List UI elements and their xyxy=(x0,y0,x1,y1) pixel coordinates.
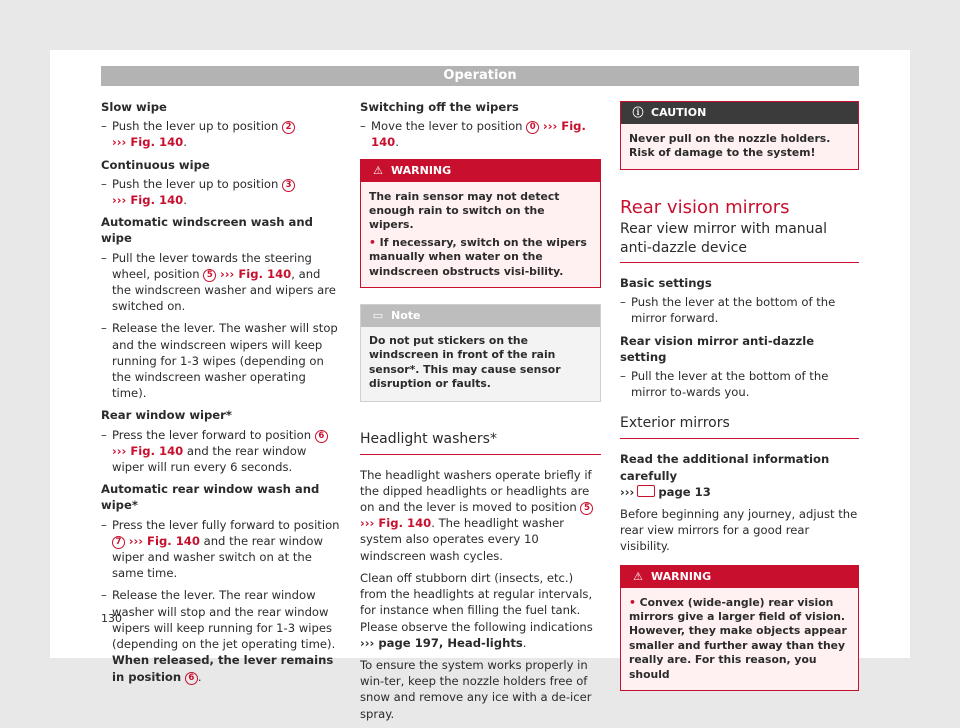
fig-link[interactable]: ››› Fig. 140 xyxy=(360,516,432,531)
note-box xyxy=(360,304,601,402)
auto-rear-wash-step-1: – Press the lever fully forward to position 7 ››› Fig. 140 and the rear window wiper and washer switch on at the same time. xyxy=(101,517,340,581)
book-icon xyxy=(637,485,655,497)
headlight-paragraph-1: The headlight washers operate briefly if the dipped headlights or headlights are on and the lever is moved to position 5 ››› Fig. 140. The headlight washer system also operates every 10 windscreen wash cycles. xyxy=(360,467,592,563)
column-1 xyxy=(101,99,341,691)
exterior-warning-box xyxy=(620,565,859,691)
auto-rear-wash-step-2: – Release the lever. The rear window washer will stop and the rear window wipers will keep running for 1-3 wipes (depending on the jet operating time). When released, the lever remains in position 6 . xyxy=(101,588,336,684)
caution-header: ⓘ CAUTION xyxy=(621,102,858,124)
slow-wipe-title: Slow wipe xyxy=(101,100,167,114)
position-badge: 5 xyxy=(580,502,593,515)
read-info-ref[interactable]: ››› page 13 xyxy=(620,484,711,499)
warning-box xyxy=(360,159,601,288)
position-badge: 2 xyxy=(282,121,295,134)
caution-body: Never pull on the nozzle holders. Risk of damage to the system! xyxy=(621,124,858,169)
fig-link[interactable]: ››› Fig. 140 xyxy=(371,119,586,150)
rear-view-subtitle: Rear view mirror with manual anti-dazzle device xyxy=(620,220,859,263)
caution-icon: ⓘ xyxy=(632,106,644,119)
headlight-paragraph-3: To ensure the system works properly in win-ter, keep the nozzle holders free of snow and remove any ice with a de-icer spray. xyxy=(360,657,592,721)
page-number: 130 xyxy=(101,612,122,625)
position-badge: 6 xyxy=(185,672,198,685)
auto-wash-step-1: – Pull the lever towards the steering wheel, position 5 ››› Fig. 140, and the windscreen washer and wipers are switched on. xyxy=(101,250,336,314)
switch-off-title: Switching off the wipers xyxy=(360,100,519,114)
switch-off-step: – Move the lever to position 0 ››› Fig. 140. xyxy=(360,119,586,150)
headlight-washers-title: Headlight washers* xyxy=(360,430,601,455)
exterior-mirrors-title: Exterior mirrors xyxy=(620,414,859,439)
rear-wiper-title: Rear window wiper* xyxy=(101,408,232,423)
position-badge: 0 xyxy=(526,121,539,134)
column-3 xyxy=(620,99,859,691)
position-badge: 5 xyxy=(203,269,216,282)
continuous-wipe-title: Continuous wipe xyxy=(101,157,210,172)
column-2 xyxy=(360,99,601,728)
caution-box xyxy=(620,101,859,170)
antidazzle-step: – Pull the lever at the bottom of the mirror to-wards you. xyxy=(620,369,829,400)
note-icon: ▭ xyxy=(372,309,384,323)
fig-link[interactable]: ››› Fig. 140 xyxy=(112,135,184,150)
antidazzle-title: Rear vision mirror anti-dazzle setting xyxy=(620,333,815,364)
auto-rear-wash-title: Automatic rear window wash and wipe* xyxy=(101,482,320,513)
continuous-wipe-step: – Push the lever up to position 3 ››› Fig. 140. xyxy=(101,176,341,208)
rear-vision-title: Rear vision mirrors xyxy=(620,196,790,218)
note-header: ▭ Note xyxy=(361,305,600,327)
warning-body: The rain sensor may not detect enough rain to switch on the wipers. • If necessary, switch on the wipers manually when water on the windscreen obstructs visi-bility. xyxy=(361,182,600,287)
fig-link[interactable]: ››› Fig. 140 xyxy=(112,193,184,208)
warning-header: ⚠ WARNING xyxy=(361,160,600,182)
read-info-title: Read the additional information carefully xyxy=(620,452,830,483)
auto-wash-step-2: – Release the lever. The washer will stop and the windscreen wipers will keep running for 1-3 wipes (depending on the windscreen washer operating time). xyxy=(101,321,338,401)
position-badge: 3 xyxy=(282,179,295,192)
basic-settings-step: – Push the lever at the bottom of the mirror forward. xyxy=(620,295,836,326)
warning-triangle-icon: ⚠ xyxy=(373,163,383,177)
basic-settings-title: Basic settings xyxy=(620,276,712,291)
page-link[interactable]: ››› page 197, Head-lights xyxy=(360,635,523,650)
warning-body: • Convex (wide-angle) rear vision mirrors give a larger field of vision. However, they make objects appear smaller and further away than they really are. For this reason, you should xyxy=(621,588,858,690)
warning-triangle-icon: ⚠ xyxy=(633,569,643,583)
slow-wipe-step: – Push the lever up to position 2 ››› Fig. 140. xyxy=(101,118,341,150)
section-header: Operation xyxy=(101,66,859,86)
auto-wash-title: Automatic windscreen wash and wipe xyxy=(101,215,313,246)
rear-wiper-step: – Press the lever forward to position 6 ››› Fig. 140 and the rear window wiper will run every 6 seconds. xyxy=(101,427,341,476)
warning-header: ⚠ WARNING xyxy=(621,566,858,588)
position-badge: 6 xyxy=(315,430,328,443)
fig-link[interactable]: ››› Fig. 140 xyxy=(220,266,292,281)
fig-link[interactable]: ››› Fig. 140 xyxy=(112,443,184,458)
position-badge: 7 xyxy=(112,536,125,549)
fig-link[interactable]: ››› Fig. 140 xyxy=(128,533,200,548)
note-body: Do not put stickers on the windscreen in front of the rain sensor*. This may cause sensor disruption or faults. xyxy=(361,327,600,401)
exterior-paragraph: Before beginning any journey, adjust the rear view mirrors for a good rear visibility. xyxy=(620,507,858,554)
headlight-paragraph-2: Clean off stubborn dirt (insects, etc.) from the headlights at regular intervals, for instance when filling the fuel tank. Please observe the following indications ››› page 197, Head-lights. xyxy=(360,570,593,650)
